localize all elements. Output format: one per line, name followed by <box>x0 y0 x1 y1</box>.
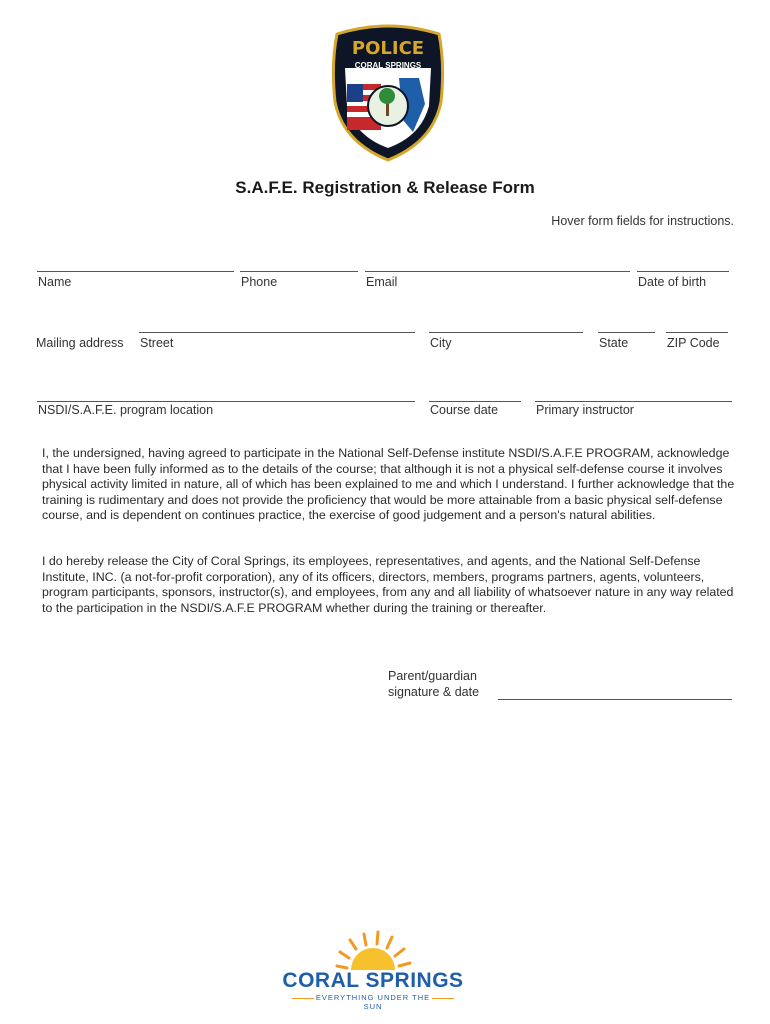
signature-label-line1: Parent/guardian <box>388 669 477 683</box>
name-underline <box>37 271 234 272</box>
badge-arc-text: CORAL SPRINGS <box>354 61 422 70</box>
email-underline <box>365 271 630 272</box>
program-location-underline <box>37 401 415 402</box>
state-underline <box>598 332 655 333</box>
date-of-birth-underline <box>637 271 729 272</box>
police-badge-logo <box>329 24 447 162</box>
primary-instructor-label: Primary instructor <box>536 403 634 417</box>
street-field[interactable] <box>139 314 415 332</box>
date-of-birth-field[interactable] <box>637 253 729 271</box>
release-paragraph: I do hereby release the City of Coral Springs, its employees, representatives, and agents, and the National Self-Defense Institute, INC. (a not-for-profit corporation), any of its officers, directors, members, programs partners, agents, volunteers, program participants, sponsors, instructor(s), and employees, from any and all liability of whatsoever nature in any way related to the participation in the NSDI/S.A.F.E PROGRAM whether during the training or thereafter. <box>42 554 734 615</box>
phone-underline <box>240 271 358 272</box>
hover-instructions-hint: Hover form fields for instructions. <box>551 214 734 228</box>
course-date-underline <box>429 401 521 402</box>
coral-springs-logo <box>280 930 466 1011</box>
coral-springs-tagline: EVERYTHING UNDER THE SUN <box>315 993 431 1011</box>
sun-icon <box>280 930 466 972</box>
coral-springs-logo-text: CORAL SPRINGS <box>282 969 464 992</box>
email-label: Email <box>366 275 398 289</box>
program-location-label: NSDI/S.A.F.E. program location <box>38 403 214 417</box>
name-label: Name <box>38 275 72 289</box>
zip-code-underline <box>666 332 728 333</box>
form-title: S.A.F.E. Registration & Release Form <box>235 178 535 197</box>
zip-code-label: ZIP Code <box>667 336 720 350</box>
logo-tagline-rule-right <box>432 998 454 999</box>
state-field[interactable] <box>598 314 655 332</box>
primary-instructor-underline <box>535 401 732 402</box>
name-field[interactable] <box>37 253 234 271</box>
signature-date-field[interactable] <box>498 681 732 699</box>
signature-label-line2: signature & date <box>388 684 480 699</box>
city-underline <box>429 332 583 333</box>
phone-label: Phone <box>241 275 278 289</box>
primary-instructor-field[interactable] <box>535 383 732 401</box>
mailing-address-label: Mailing address <box>36 336 124 350</box>
signature-label <box>388 669 479 700</box>
city-field[interactable] <box>429 314 583 332</box>
city-label: City <box>430 336 452 350</box>
email-field[interactable] <box>365 253 630 271</box>
acknowledgement-paragraph: I, the undersigned, having agreed to participate in the National Self-Defense institute NSDI/S.A.F.E PROGRAM, acknowledge that I have been fully informed as to the details of the course; that although it is not a physical self-defense course it involves physical activity limited in nature, all of which has been explained to me and which I understand. I further acknowledge that the training is rudimentary and does not provide the proficiency that would be more attainable from a basic physical self-defense course, and is dependent on continues practice, the exercise of good judgement and a person's natural abilities. <box>42 446 735 522</box>
course-date-label: Course date <box>430 403 499 417</box>
badge-est-left: EST. <box>347 73 360 79</box>
badge-top-text: POLICE <box>351 38 425 59</box>
phone-field[interactable] <box>240 253 358 271</box>
program-location-field[interactable] <box>37 383 415 401</box>
state-label: State <box>599 336 629 350</box>
zip-code-field[interactable] <box>666 314 728 332</box>
street-underline <box>139 332 415 333</box>
course-date-field[interactable] <box>429 383 521 401</box>
signature-underline <box>498 699 732 700</box>
street-label: Street <box>140 336 174 350</box>
badge-est-right: 1963 <box>415 73 429 79</box>
date-of-birth-label: Date of birth <box>638 275 707 289</box>
